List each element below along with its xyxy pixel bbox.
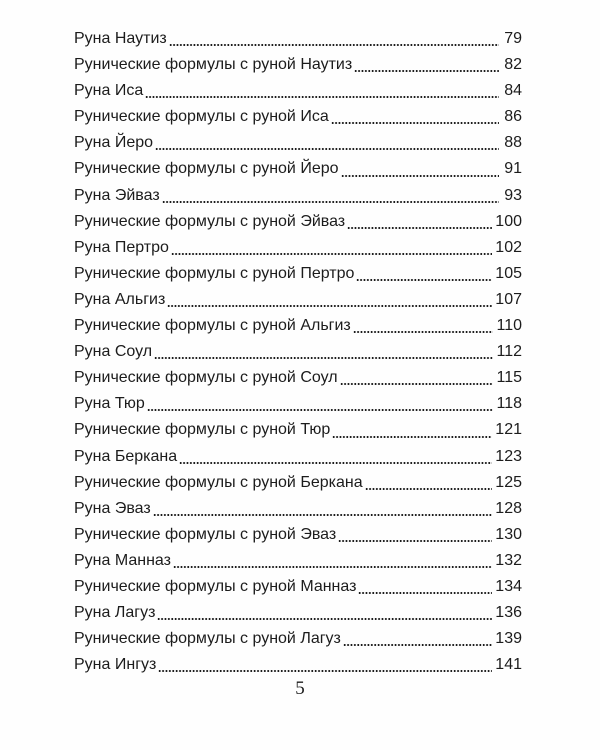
toc-entry-page: 82 <box>504 56 522 74</box>
toc-entry-page: 136 <box>495 604 522 622</box>
toc-entry <box>74 444 522 470</box>
toc-entry <box>74 183 522 209</box>
toc-entry-page: 130 <box>495 525 522 543</box>
toc-entry-title: Рунические формулы с руной Иса <box>74 108 329 126</box>
dot-leader <box>147 409 494 411</box>
table-of-contents <box>74 26 522 678</box>
toc-entry-title: Руна Наутиз <box>74 30 167 47</box>
dot-leader <box>356 279 492 281</box>
toc-entry <box>74 574 522 600</box>
toc-entry-title: Рунические формулы с руной Соул <box>74 369 338 387</box>
toc-entry <box>74 78 522 104</box>
toc-entry-title: Руна Тюр <box>74 395 145 413</box>
toc-entry <box>74 548 522 574</box>
toc-entry-page: 102 <box>495 238 522 256</box>
toc-entry <box>74 470 522 496</box>
toc-entry <box>74 26 522 52</box>
dot-leader <box>162 201 499 203</box>
toc-entry-title: Руна Пертро <box>74 238 169 256</box>
toc-entry-page: 118 <box>496 395 522 413</box>
dot-leader <box>340 383 494 385</box>
toc-entry-title: Руна Беркана <box>74 447 178 465</box>
toc-entry-page: 115 <box>496 369 522 387</box>
toc-entry-page: 86 <box>504 108 522 126</box>
toc-entry <box>74 339 522 365</box>
toc-entry-title: Рунические формулы с руной Пертро <box>74 264 355 282</box>
toc-entry-title: Руна Соул <box>74 343 153 361</box>
toc-entry <box>74 365 522 391</box>
dot-leader <box>338 540 492 542</box>
dot-leader <box>354 70 499 72</box>
toc-entry-title: Рунические формулы с руной Лагуз <box>74 630 341 648</box>
toc-entry-page: 128 <box>495 499 522 517</box>
toc-entry <box>74 652 522 678</box>
dot-leader <box>154 357 493 359</box>
toc-entry-page: 107 <box>495 290 522 308</box>
toc-entry-title: Рунические формулы с руной Тюр <box>74 421 331 439</box>
dot-leader <box>157 618 492 620</box>
dot-leader <box>353 331 494 333</box>
toc-entry-page: 121 <box>495 421 522 439</box>
toc-entry-title: Руна Эйваз <box>74 186 160 204</box>
toc-entry-title: Рунические формулы с руной Беркана <box>74 473 363 491</box>
toc-entry-title: Рунические формулы с руной Манназ <box>74 577 357 595</box>
dot-leader <box>332 436 492 438</box>
toc-entry-page: 134 <box>495 577 522 595</box>
toc-entry-page: 93 <box>504 186 522 204</box>
toc-entry <box>74 522 522 548</box>
toc-entry <box>74 287 522 313</box>
toc-entry-title: Рунические формулы с руной Эваз <box>74 525 337 543</box>
dot-leader <box>145 96 499 98</box>
toc-entry-title: Рунические формулы с руной Наутиз <box>74 56 353 74</box>
toc-entry-page: 91 <box>504 160 522 178</box>
toc-entry-page: 112 <box>496 343 522 361</box>
toc-entry-title: Руна Йеро <box>74 134 154 152</box>
toc-entry-title: Руна Ингуз <box>74 656 157 674</box>
dot-leader <box>173 566 492 568</box>
dot-leader <box>341 175 499 177</box>
dot-leader <box>155 148 499 150</box>
toc-entry-page: 139 <box>495 630 522 648</box>
toc-entry-title: Рунические формулы с руной Альгиз <box>74 317 351 335</box>
toc-entry <box>74 104 522 130</box>
toc-entry-title: Руна Иса <box>74 82 144 100</box>
toc-entry-page: 88 <box>504 134 522 152</box>
toc-entry-page: 132 <box>495 551 522 569</box>
toc-entry <box>74 313 522 339</box>
dot-leader <box>365 488 493 490</box>
toc-entry-page: 110 <box>496 317 522 335</box>
toc-entry <box>74 496 522 522</box>
toc-entry-page: 141 <box>495 656 522 674</box>
toc-entry <box>74 235 522 261</box>
dot-leader <box>158 670 492 672</box>
toc-entry-title: Руна Манназ <box>74 551 171 569</box>
toc-entry <box>74 600 522 626</box>
toc-entry-page: 105 <box>495 264 522 282</box>
toc-entry-title: Руна Альгиз <box>74 290 166 308</box>
toc-entry-page: 125 <box>495 473 522 491</box>
dot-leader <box>167 305 492 307</box>
toc-entry <box>74 261 522 287</box>
toc-entry-page: 84 <box>504 82 522 100</box>
toc-entry <box>74 156 522 182</box>
dot-leader <box>331 122 499 124</box>
toc-entry <box>74 391 522 417</box>
toc-entry-title: Руна Лагуз <box>74 604 156 622</box>
toc-entry-title: Руна Эваз <box>74 499 151 517</box>
dot-leader <box>343 644 492 646</box>
toc-entry-page: 123 <box>495 447 522 465</box>
toc-entry-title: Рунические формулы с руной Йеро <box>74 160 339 178</box>
toc-entry <box>74 52 522 78</box>
toc-entry <box>74 209 522 235</box>
dot-leader <box>347 227 492 229</box>
toc-entry-title: Рунические формулы с руной Эйваз <box>74 212 346 230</box>
dot-leader <box>358 592 492 594</box>
toc-entry <box>74 130 522 156</box>
dot-leader <box>169 44 499 46</box>
page-number: 5 <box>295 678 305 699</box>
toc-entry <box>74 417 522 443</box>
toc-entry <box>74 626 522 652</box>
dot-leader <box>179 462 492 464</box>
dot-leader <box>171 253 492 255</box>
toc-entry-page: 100 <box>495 212 522 230</box>
toc-entry-page: 79 <box>504 30 522 47</box>
dot-leader <box>153 514 493 516</box>
